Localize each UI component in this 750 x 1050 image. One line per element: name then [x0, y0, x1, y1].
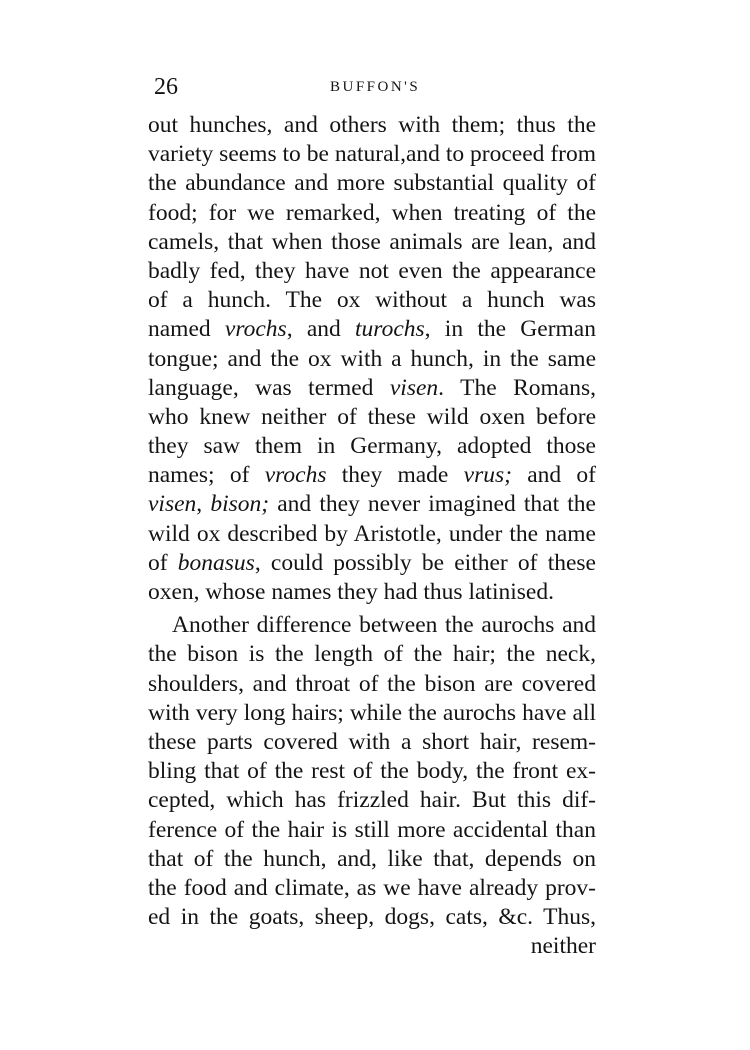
text-line: variety seems to be natural,and to proceed from	[148, 141, 596, 168]
text-line: that of the hunch, and, like that, depends on	[148, 845, 596, 872]
italic-term: vrochs	[224, 316, 287, 343]
text-line: ed in the goats, sheep, dogs, cats, &c. Thus,	[148, 904, 596, 931]
italic-term: vrochs	[264, 462, 327, 489]
text-line: with very long hairs; while the aurochs have all	[148, 699, 596, 726]
text-line: ference of the hair is still more accidental than	[148, 816, 596, 843]
text-line: they saw them in Germany, adopted those	[148, 433, 596, 460]
italic-term: visen	[389, 374, 439, 401]
text-line: the bison is the length of the hair; the neck,	[148, 641, 596, 668]
text-line: out hunches, and others with them; thus the	[148, 112, 596, 138]
italic-term: visen	[148, 491, 197, 518]
paragraph-2	[148, 611, 596, 932]
text-line: of bonasus, could possibly be either of these	[148, 549, 596, 576]
text-line: visen, bison; and they never imagined that the	[148, 491, 596, 518]
text-line: wild ox described by Aristotle, under the name	[148, 520, 596, 547]
text-line: of a hunch. The ox without a hunch was	[148, 287, 596, 314]
running-head: BUFFON'S	[330, 79, 421, 95]
text-line: language, was termed visen. The Romans,	[148, 374, 596, 401]
italic-term: bonasus	[177, 549, 255, 576]
text-line: names; of vrochs they made vrus; and of	[148, 462, 596, 489]
paragraph-1	[148, 111, 596, 607]
text-line: oxen, whose names they had thus latinised.	[148, 579, 554, 605]
text-line: badly fed, they have not even the appearance	[148, 257, 596, 284]
text-line: cepted, which has frizzled hair. But this dif-	[148, 787, 596, 814]
text-line: bling that of the rest of the body, the front ex-	[148, 758, 596, 785]
text-line: the food and climate, as we have already prov-	[148, 874, 596, 901]
catchword: neither	[530, 933, 596, 960]
text-line: food; for we remarked, when treating of the	[148, 199, 596, 226]
italic-term: bison;	[210, 491, 270, 518]
italic-term: turochs	[355, 316, 425, 343]
text-line: shoulders, and throat of the bison are covered	[148, 670, 596, 697]
text-line: tongue; and the ox with a hunch, in the same	[148, 345, 596, 372]
italic-term: vrus;	[463, 462, 512, 489]
text-line: camels, that when those animals are lean, and	[148, 228, 596, 255]
body-text	[148, 111, 596, 961]
page-number: 26	[154, 74, 178, 100]
text-line: these parts covered with a short hair, resem-	[148, 728, 596, 755]
text-line: Another difference between the aurochs and	[172, 612, 596, 639]
page-header	[148, 72, 598, 104]
text-line: who knew neither of these wild oxen before	[148, 403, 596, 430]
text-line: named vrochs, and turochs, in the German	[148, 316, 596, 343]
text-line: the abundance and more substantial quality of	[148, 170, 596, 197]
